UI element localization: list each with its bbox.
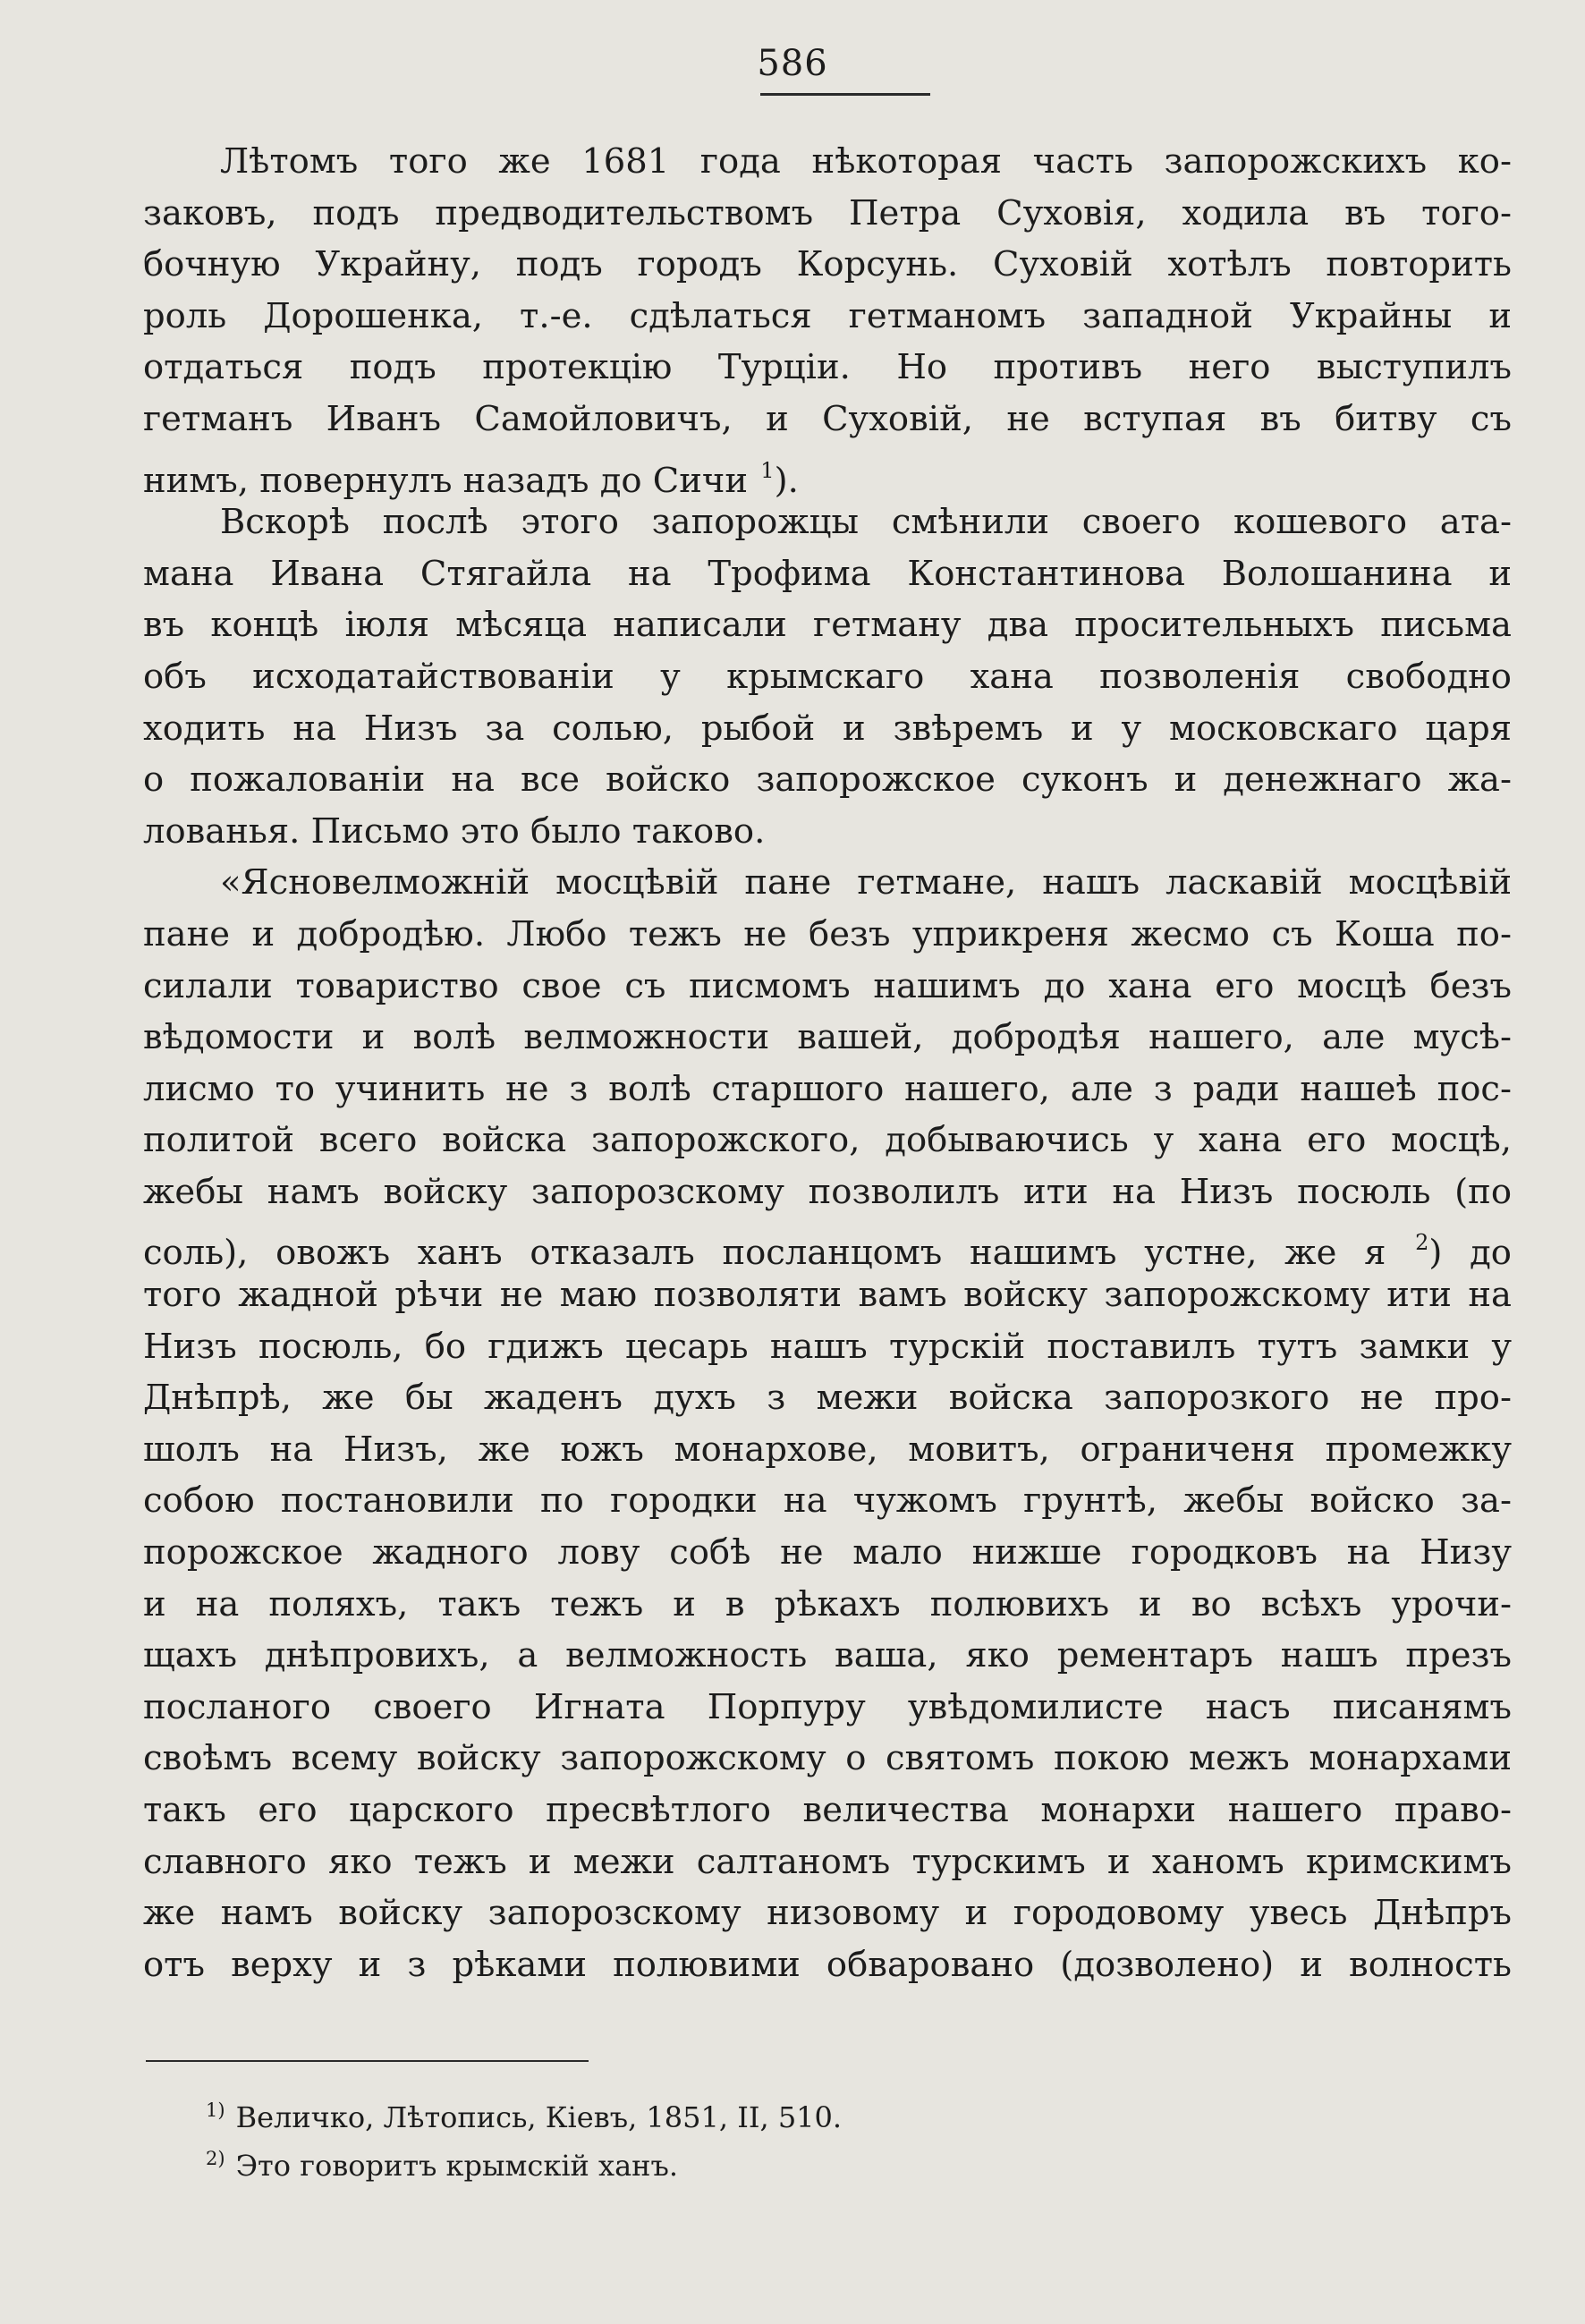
text-line: порожское жадного лову собѣ не мало нижше городковъ на Низу [143,1532,1512,1573]
text-line-body: нимъ, повернулъ назадъ до Сичи [143,460,749,501]
text-line: щахъ днѣпровихъ, а велможность ваша, яко рементаръ нашъ презъ [143,1635,1512,1676]
footnote-ref-1: 1 [760,457,775,483]
text-line: «Ясновелможній мосцѣвій пане гетмане, нашъ ласкавій мосцѣвій [220,862,1512,903]
footnote-mark: 2) [206,2148,225,2169]
text-line: отъ верху и з рѣками полювими обваровано (дозволено) и волность [143,1944,1512,1985]
text-line-start: соль), овожъ ханъ отказалъ посланцомъ нашимъ устне, же я [143,1233,1386,1274]
page-number-rule [760,93,930,96]
text-line: шолъ на Низъ, же южъ монархове, мовитъ, ограниченя промежку [143,1429,1512,1470]
body-text [143,136,1512,1990]
footnote-2 [206,2138,842,2186]
text-line: объ исходатайствованіи у крымскаго хана позволенія свободно [143,656,1512,697]
text-line: Вскорѣ послѣ этого запорожцы смѣнили своего кошевого ата- [220,502,1512,543]
text-line: посланого своего Игната Порпуру увѣдомилисте насъ писанямъ [143,1686,1512,1727]
footnote-divider [146,2060,589,2062]
text-line: политой всего войска запорожского, добываючись у хана его мосцѣ, [143,1120,1512,1161]
text-line: такъ его царского пресвѣтлого величества монархи нашего право- [143,1790,1512,1830]
text-line: мана Ивана Стягайла на Трофима Константинова Волошанина и [143,553,1512,594]
text-line: ходить на Низъ за солью, рыбой и звѣремъ и у московскаго царя [143,708,1512,749]
footnote-ref-2: 2 [1415,1230,1429,1256]
text-line: о пожалованіи на все войско запорожское суконъ и денежнаго жа- [143,759,1512,801]
text-line: славного яко тежъ и межи салтаномъ турскимъ и ханомъ кримскимъ [143,1841,1512,1882]
text-line: заковъ, подъ предводительствомъ Петра Суховія, ходила въ того- [143,192,1512,233]
paragraph-2 [143,496,1512,857]
text-line: Низъ посюль, бо гдижъ цесарь нашъ турскій поставилъ тутъ замки у [143,1326,1512,1367]
text-line-tail: ). [774,460,799,501]
text-line [143,1217,1512,1274]
text-line: гетманъ Иванъ Самойловичъ, и Суховій, не вступая въ битву съ [143,398,1512,439]
text-line-end: ) до [1428,1233,1512,1274]
footnotes [206,2090,842,2186]
text-line: отдаться подъ протекцію Турціи. Но противъ него выступилъ [143,347,1512,388]
text-line: своѣмъ всему войску запорожскому о святомъ покою межъ монархами [143,1738,1512,1779]
paragraph-1 [143,136,1512,501]
text-line: Лѣтомъ того же 1681 года нѣкоторая часть запорожскихъ ко- [220,141,1512,182]
text-line: же намъ войску запорозскому низовому и городовому увесь Днѣпръ [143,1893,1512,1934]
text-line [143,445,1512,501]
text-line: въ концѣ іюля мѣсяца написали гетману два просительныхъ письма [143,605,1512,646]
text-line: и на поляхъ, такъ тежъ и в рѣкахъ полювихъ и во всѣхъ урочи- [143,1583,1512,1624]
page-number: 586 [757,43,828,84]
text-line: лованья. Письмо это было таково. [143,810,766,852]
footnote-text: Это говоритъ крымскій ханъ. [235,2149,679,2183]
text-line: собою постановили по городки на чужомъ грунтѣ, жебы войско за- [143,1480,1512,1522]
text-line: лисмо то учинить не з волѣ старшого нашего, але з ради нашеѣ пос- [143,1068,1512,1109]
text-line: вѣдомости и волѣ велможности вашей, добродѣя нашего, але мусѣ- [143,1017,1512,1058]
paragraph-3-quotation [143,857,1512,1990]
text-line: пане и добродѣю. Любо тежъ не безъ уприкреня жесмо съ Коша по- [143,913,1512,954]
footnote-1 [206,2090,842,2138]
footnote-mark: 1) [206,2099,225,2121]
text-line: бочную Украйну, подъ городъ Корсунь. Суховій хотѣлъ повторить [143,244,1512,285]
footnote-text: Величко, Лѣтопись, Кіевъ, 1851, II, 510. [235,2100,843,2134]
text-line: жебы намъ войску запорозскому позволилъ ити на Низъ посюль (по [143,1171,1512,1212]
text-line: силали товариство свое съ писмомъ нашимъ до хана его мосцѣ безъ [143,965,1512,1006]
text-line: Днѣпрѣ, же бы жаденъ духъ з межи войска запорозкого не про- [143,1378,1512,1419]
text-line: того жадной рѣчи не маю позволяти вамъ войску запорожскому ити на [143,1275,1512,1316]
text-line: роль Дорошенка, т.-е. сдѣлаться гетманомъ западной Украйны и [143,295,1512,336]
